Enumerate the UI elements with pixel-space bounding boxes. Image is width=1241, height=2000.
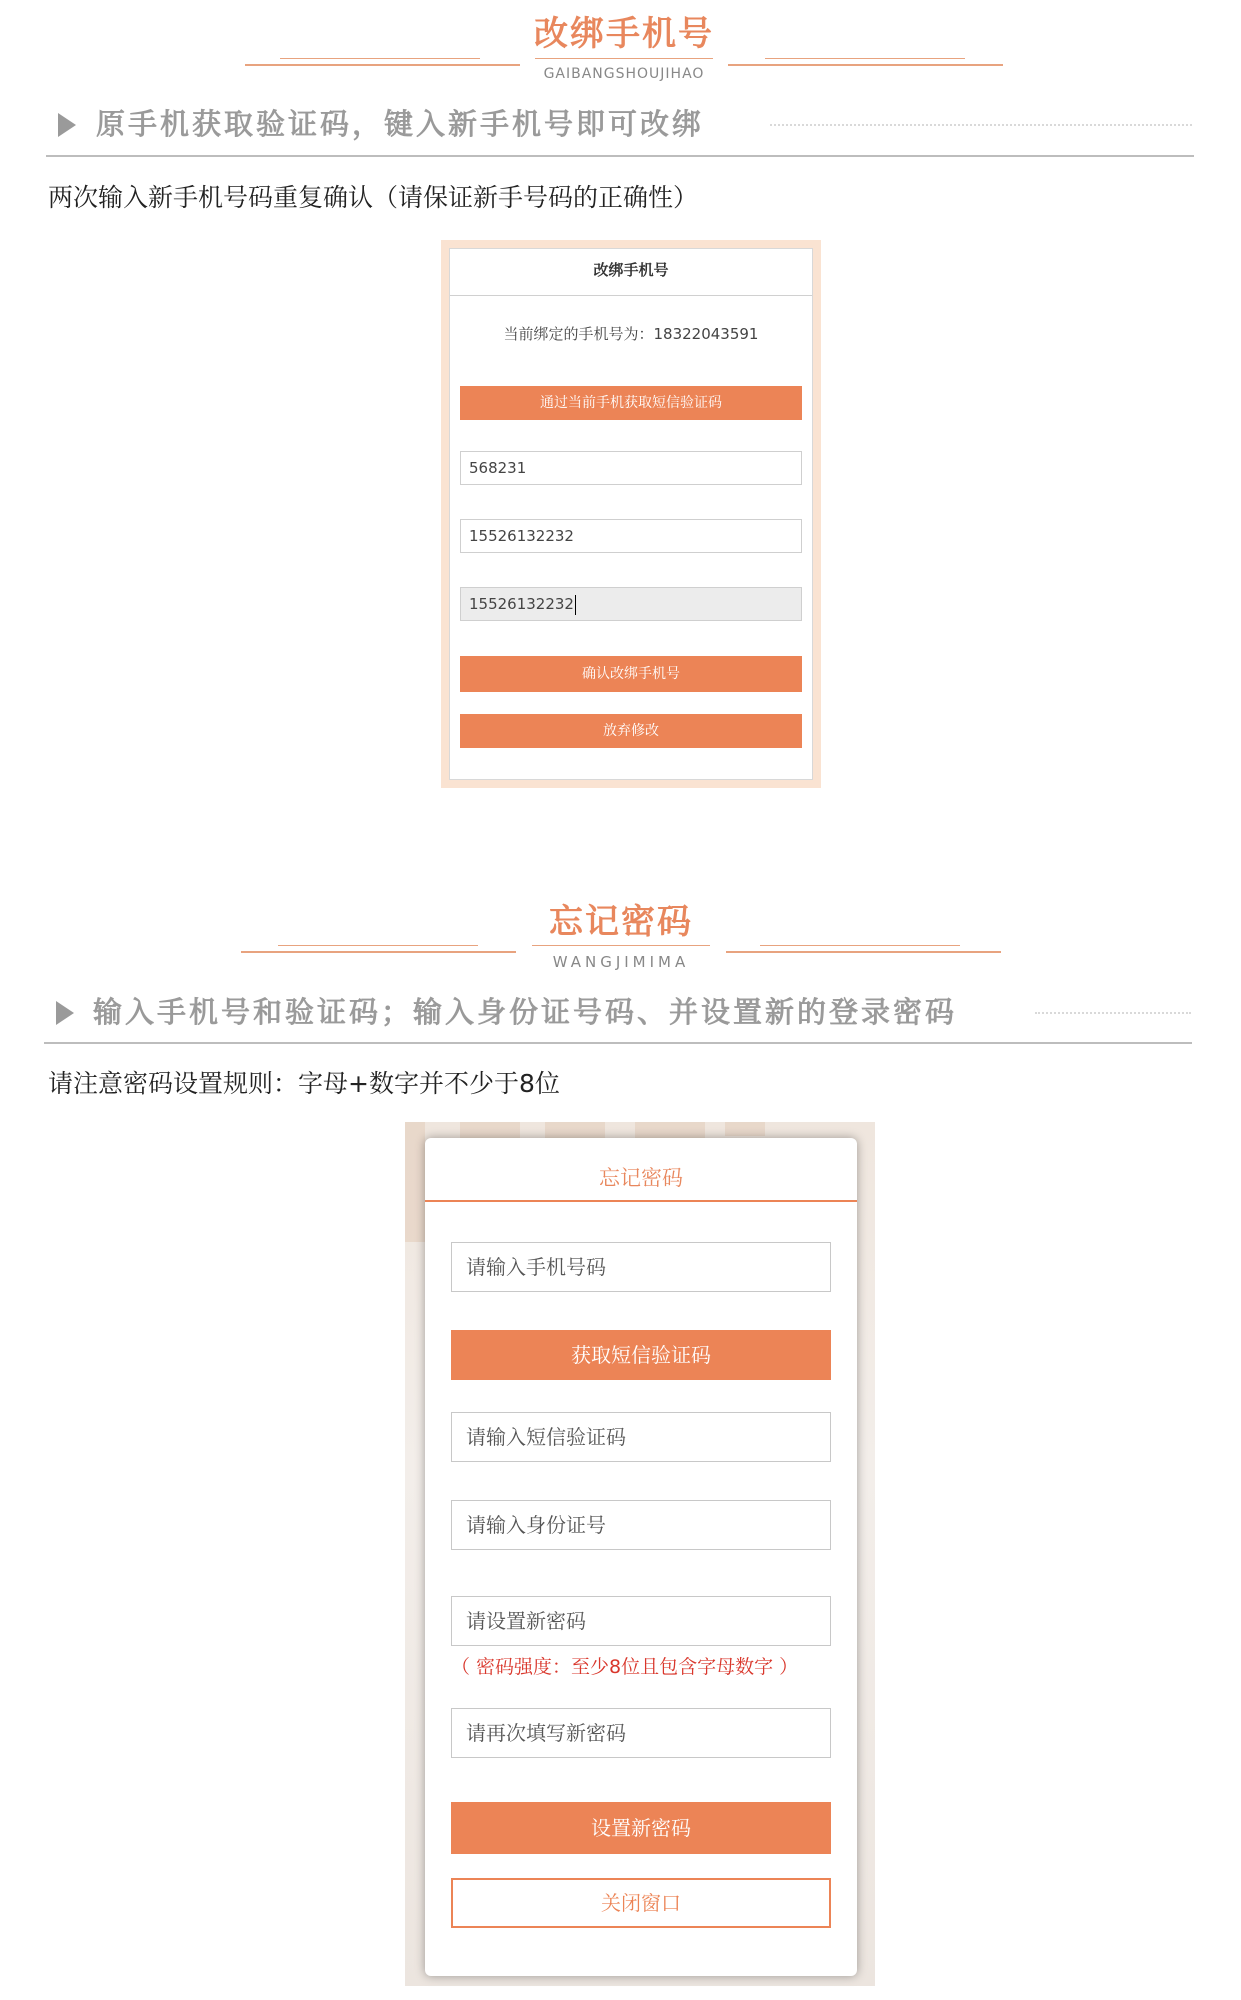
heading-divider xyxy=(44,1042,1192,1044)
section-title: 改绑手机号 xyxy=(534,14,714,54)
section-description: 请注意密码设置规则：字母+数字并不少于8位 xyxy=(48,1069,560,1098)
backdrop-decoration xyxy=(725,1122,765,1136)
phone-input-placeholder: 请输入手机号码 xyxy=(466,1255,606,1279)
current-phone-label: 当前绑定的手机号为：18322043591 xyxy=(503,325,759,343)
dialog-title-divider xyxy=(450,295,812,296)
backdrop-decoration xyxy=(405,1122,425,1242)
section-description: 两次输入新手机号码重复确认（请保证新手号码的正确性） xyxy=(48,183,699,212)
title-rule-right-top xyxy=(728,64,1003,66)
get-code-button[interactable]: 通过当前手机获取短信验证码 xyxy=(460,386,802,420)
confirm-rebind-button[interactable]: 确认改绑手机号 xyxy=(460,656,802,692)
title-rule-right-bottom xyxy=(760,945,960,946)
title-rule-left-bottom xyxy=(280,58,480,59)
triangle-bullet-icon xyxy=(58,113,76,137)
confirm-password-input[interactable] xyxy=(451,1708,831,1758)
code-input[interactable] xyxy=(460,451,802,485)
code-input-value: 568231 xyxy=(469,459,527,477)
rebind-dialog xyxy=(449,248,813,780)
new-phone-input[interactable] xyxy=(460,519,802,553)
forgot-password-backdrop xyxy=(405,1122,875,1986)
heading-dotted-rule xyxy=(770,124,1192,126)
dialog-title: 忘记密码 xyxy=(599,1166,683,1190)
close-window-button[interactable]: 关闭窗口 xyxy=(451,1878,831,1928)
heading-divider xyxy=(46,155,1194,157)
title-rule-left-top xyxy=(245,64,520,66)
section-heading: 原手机获取验证码，键入新手机号即可改绑 xyxy=(96,107,705,141)
new-password-input[interactable] xyxy=(451,1596,831,1646)
confirm-phone-value: 15526132232 xyxy=(469,595,574,613)
rebind-dialog-frame xyxy=(441,240,821,788)
title-rule-right-bottom xyxy=(765,58,965,59)
triangle-bullet-icon xyxy=(56,1001,74,1025)
section-subtitle: GAIBANGSHOUJIHAO xyxy=(543,66,705,82)
section-heading: 输入手机号和验证码；输入身份证号码、并设置新的登录密码 xyxy=(93,995,958,1029)
title-rule-right-top xyxy=(726,951,1001,953)
set-password-button[interactable]: 设置新密码 xyxy=(451,1802,831,1854)
dialog-title-divider xyxy=(425,1200,857,1202)
backdrop-decoration xyxy=(545,1122,605,1138)
password-strength-hint: （ 密码强度：至少8位且包含字母数字 ） xyxy=(451,1656,799,1678)
section-title: 忘记密码 xyxy=(549,902,693,942)
title-underline xyxy=(532,945,710,946)
title-rule-left-top xyxy=(241,951,516,953)
heading-dotted-rule xyxy=(1035,1012,1191,1014)
title-rule-left-bottom xyxy=(278,945,478,946)
get-code-button[interactable]: 获取短信验证码 xyxy=(451,1330,831,1380)
sms-code-placeholder: 请输入短信验证码 xyxy=(466,1425,626,1449)
sms-code-input[interactable] xyxy=(451,1412,831,1462)
text-cursor xyxy=(575,595,576,615)
title-underline xyxy=(535,58,713,59)
forgot-password-dialog xyxy=(425,1138,857,1976)
id-number-placeholder: 请输入身份证号 xyxy=(466,1513,606,1537)
confirm-password-placeholder: 请再次填写新密码 xyxy=(466,1721,626,1745)
confirm-phone-input[interactable] xyxy=(460,587,802,621)
id-number-input[interactable] xyxy=(451,1500,831,1550)
section-subtitle: WANGJIMIMA xyxy=(552,953,690,971)
new-phone-value: 15526132232 xyxy=(469,527,574,545)
new-password-placeholder: 请设置新密码 xyxy=(466,1609,586,1633)
cancel-button[interactable]: 放弃修改 xyxy=(460,714,802,748)
dialog-title: 改绑手机号 xyxy=(593,261,669,279)
phone-input[interactable] xyxy=(451,1242,831,1292)
